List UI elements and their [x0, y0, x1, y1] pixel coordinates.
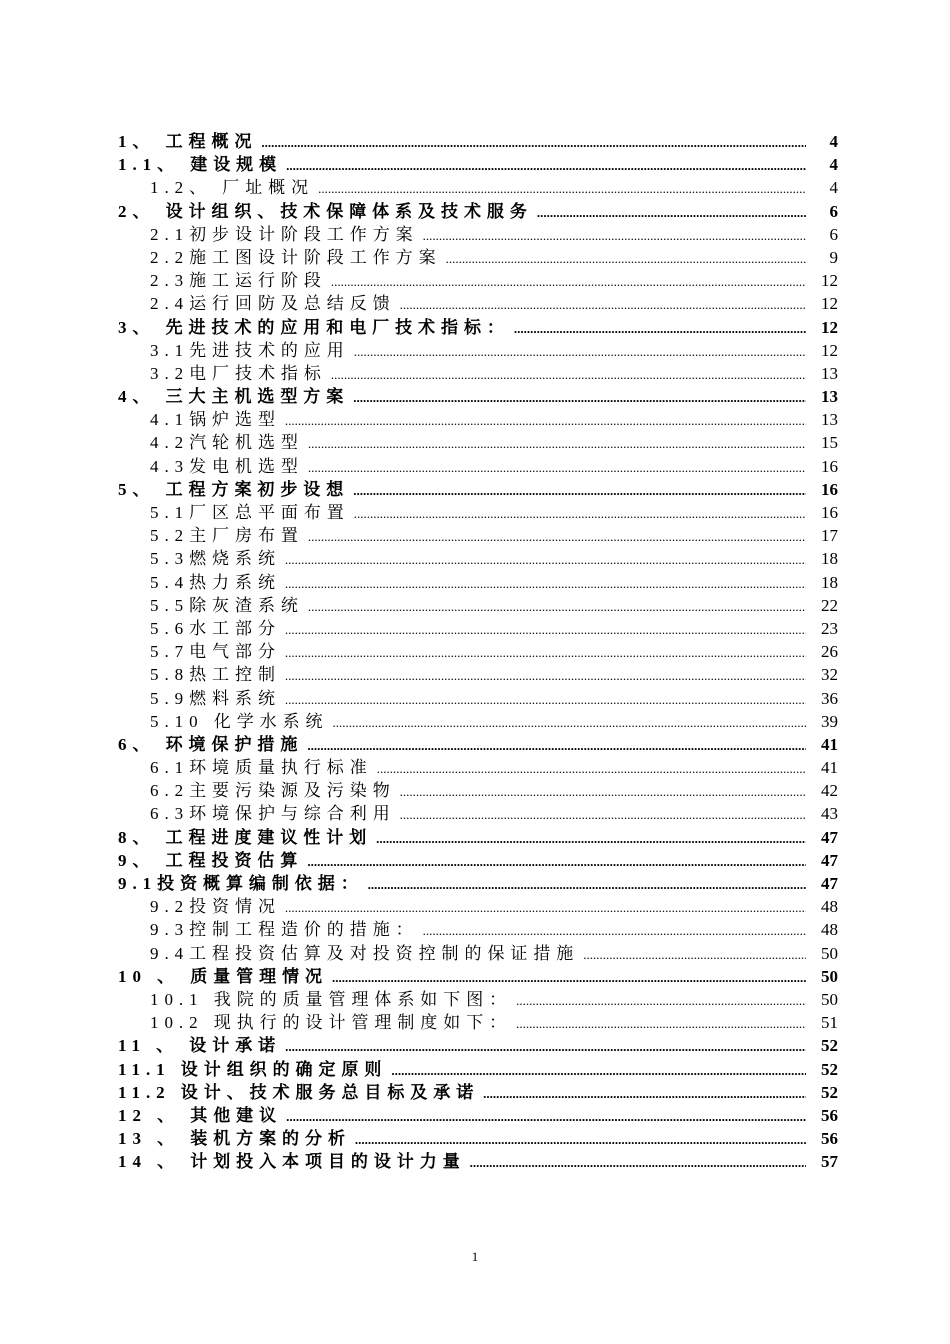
toc-entry-label: 5.10 化学水系统: [150, 711, 329, 731]
toc-entry-page: 39: [821, 711, 838, 731]
toc-entry-page: 57: [821, 1152, 838, 1172]
toc-leader-dots: [537, 202, 806, 222]
toc-entry-label: 2.2施工图设计阶段工作方案: [150, 247, 442, 267]
toc-entry-page: 17: [821, 526, 838, 546]
toc-entry[interactable]: [118, 428, 838, 451]
toc-entry-label: 5.2主厂房布置: [150, 526, 304, 546]
toc-entry[interactable]: [118, 220, 838, 243]
toc-entry-label: 9.4工程投资估算及对投资控制的保证措施: [150, 943, 580, 963]
toc-entry-label: 5.8热工控制: [150, 665, 281, 685]
toc-entry[interactable]: [118, 1055, 838, 1078]
toc-entry[interactable]: [118, 591, 838, 614]
toc-leader-dots: [308, 457, 806, 477]
toc-entry-label: 8、 工程进度建议性计划: [118, 827, 373, 847]
toc-leader-dots: [307, 735, 806, 755]
toc-entry[interactable]: [118, 962, 838, 985]
toc-entry[interactable]: [118, 289, 838, 312]
toc-entry-page: 13: [821, 387, 838, 407]
toc-entry-page: 26: [821, 642, 838, 662]
toc-entry-page: 16: [821, 503, 838, 522]
toc-entry-label: 5.7电气部分: [150, 642, 281, 662]
toc-entry[interactable]: [118, 753, 838, 776]
toc-entry-page: 18: [821, 549, 838, 569]
toc-entry[interactable]: [118, 127, 838, 150]
toc-entry-label: 9.2投资情况: [150, 897, 281, 917]
toc-leader-dots: [423, 920, 806, 940]
toc-entry[interactable]: [118, 150, 838, 173]
toc-entry-page: 47: [821, 874, 838, 893]
toc-entry[interactable]: [118, 939, 838, 962]
toc-leader-dots: [285, 665, 806, 685]
toc-leader-dots: [332, 967, 806, 987]
toc-leader-dots: [285, 897, 806, 917]
toc-entry-label: 5.4热力系统: [150, 572, 281, 592]
toc-entry-page: 12: [821, 271, 838, 291]
toc-leader-dots: [446, 248, 806, 268]
toc-entry[interactable]: [118, 637, 838, 660]
toc-entry-page: 50: [821, 966, 838, 986]
toc-entry-label: 5.3燃烧系统: [150, 549, 281, 569]
toc-leader-dots: [516, 990, 806, 1010]
toc-entry-page: 6: [829, 201, 838, 221]
toc-entry[interactable]: [118, 1147, 838, 1170]
page-number: 1: [471, 1249, 479, 1264]
toc-entry-page: 36: [821, 688, 838, 708]
toc-entry[interactable]: [118, 313, 838, 336]
toc-entry-page: 16: [821, 479, 838, 499]
toc-entry-page: 12: [821, 294, 838, 314]
toc-entry-label: 12 、 其他建议: [118, 1105, 283, 1125]
toc-entry-page: 47: [821, 827, 838, 847]
toc-entry-page: 4: [829, 132, 838, 151]
toc-entry-label: 6、 环境保护措施: [118, 734, 304, 754]
toc-entry[interactable]: [118, 614, 838, 637]
toc-entry-label: 1、 工程概况: [118, 132, 258, 151]
toc-entry-page: 13: [821, 410, 838, 430]
toc-entry-label: 11.1 设计组织的确定原则: [118, 1059, 388, 1079]
toc-entry-label: 1.1、 建设规模: [118, 155, 283, 175]
toc-entry-page: 47: [821, 850, 838, 870]
toc-leader-dots: [285, 1036, 806, 1056]
toc-entry-label: 1.2、 厂址概况: [150, 178, 315, 198]
toc-entry-page: 22: [821, 595, 838, 615]
toc-leader-dots: [285, 410, 806, 430]
toc-entry-label: 4.3发电机选型: [150, 456, 304, 476]
toc-entry-page: 18: [821, 572, 838, 592]
toc-entry-page: 50: [821, 943, 838, 963]
toc-entry[interactable]: [118, 869, 838, 892]
toc-entry-label: 13 、 装机方案的分析: [118, 1129, 351, 1149]
toc-entry-label: 5.1厂区总平面布置: [150, 503, 350, 522]
toc-leader-dots: [285, 642, 806, 662]
toc-leader-dots: [318, 178, 806, 198]
toc-entry[interactable]: [118, 915, 838, 938]
toc-entry-page: 13: [821, 363, 838, 383]
toc-leader-dots: [514, 318, 806, 338]
toc-entry[interactable]: [118, 684, 838, 707]
toc-entry-label: 4.2汽轮机选型: [150, 433, 304, 453]
toc-leader-dots: [307, 851, 806, 871]
toc-entry-page: 56: [821, 1105, 838, 1125]
toc-entry[interactable]: [118, 1124, 838, 1147]
toc-entry-label: 2.4运行回防及总结反馈: [150, 294, 396, 314]
toc-entry-label: 5.9燃料系统: [150, 688, 281, 708]
toc-leader-dots: [354, 341, 806, 361]
toc-leader-dots: [353, 480, 806, 500]
toc-entry[interactable]: [118, 498, 838, 521]
toc-leader-dots: [368, 874, 806, 894]
toc-entry-label: 3.1先进技术的应用: [150, 340, 350, 360]
toc-entry[interactable]: [118, 382, 838, 405]
toc-leader-dots: [308, 433, 806, 453]
toc-leader-dots: [331, 364, 806, 384]
toc-leader-dots: [286, 155, 806, 175]
toc-entry-label: 10.2 现执行的设计管理制度如下：: [150, 1013, 513, 1033]
toc-entry-page: 12: [821, 340, 838, 360]
toc-entry[interactable]: [118, 243, 838, 266]
toc-leader-dots: [400, 781, 806, 801]
toc-entry-label: 10.1 我院的质量管理体系如下图：: [150, 989, 513, 1009]
toc-leader-dots: [308, 526, 806, 546]
toc-entry-label: 4.1锅炉选型: [150, 410, 281, 430]
toc-leader-dots: [261, 132, 806, 152]
toc-leader-dots: [353, 387, 806, 407]
toc-leader-dots: [400, 804, 806, 824]
toc-leader-dots: [400, 294, 806, 314]
toc-entry-page: 48: [821, 920, 838, 940]
toc-leader-dots: [333, 712, 807, 732]
toc-entry[interactable]: [118, 892, 838, 915]
toc-entry-label: 6.2主要污染源及污染物: [150, 781, 396, 801]
toc-entry-page: 52: [821, 1059, 838, 1079]
toc-entry[interactable]: [118, 266, 838, 289]
toc-leader-dots: [285, 573, 806, 593]
toc-entry-page: 51: [821, 1013, 838, 1033]
table-of-contents: [118, 127, 838, 1170]
toc-entry-page: 41: [821, 734, 838, 754]
toc-entry[interactable]: [118, 707, 838, 730]
toc-entry-page: 42: [821, 781, 838, 801]
toc-entry-label: 2.3施工运行阶段: [150, 271, 327, 291]
toc-leader-dots: [470, 1152, 806, 1172]
toc-entry[interactable]: [118, 660, 838, 683]
toc-entry[interactable]: [118, 1101, 838, 1124]
toc-entry[interactable]: [118, 336, 838, 359]
toc-leader-dots: [286, 1106, 806, 1126]
toc-leader-dots: [377, 758, 806, 778]
toc-entry-page: 9: [829, 247, 838, 267]
toc-entry-label: 6.1环境质量执行标准: [150, 758, 373, 778]
toc-entry-page: 48: [821, 897, 838, 917]
toc-entry[interactable]: [118, 405, 838, 428]
toc-entry-label: 2、 设计组织、技术保障体系及技术服务: [118, 201, 533, 221]
toc-leader-dots: [423, 225, 806, 245]
toc-entry-label: 4、 三大主机选型方案: [118, 387, 350, 407]
toc-leader-dots: [355, 1129, 806, 1149]
toc-entry[interactable]: [118, 799, 838, 822]
toc-entry[interactable]: [118, 475, 838, 498]
toc-leader-dots: [354, 503, 806, 523]
toc-entry-page: 43: [821, 804, 838, 824]
toc-entry-page: 12: [821, 317, 838, 337]
toc-entry-label: 5.6水工部分: [150, 618, 281, 638]
toc-entry-label: 10 、 质量管理情况: [118, 966, 328, 986]
toc-entry-page: 50: [821, 989, 838, 1009]
toc-leader-dots: [308, 596, 806, 616]
toc-entry[interactable]: [118, 359, 838, 382]
toc-entry-label: 3、 先进技术的应用和电厂技术指标：: [118, 317, 510, 337]
toc-leader-dots: [376, 828, 806, 848]
toc-entry[interactable]: [118, 730, 838, 753]
toc-leader-dots: [285, 549, 806, 569]
toc-leader-dots: [583, 944, 806, 964]
toc-entry-label: 9.3控制工程造价的措施：: [150, 920, 419, 940]
toc-entry-label: 2.1初步设计阶段工作方案: [150, 224, 419, 244]
toc-entry-label: 5.5除灰渣系统: [150, 595, 304, 615]
toc-entry-label: 11 、 设计承诺: [118, 1036, 282, 1056]
toc-entry[interactable]: [118, 568, 838, 591]
toc-leader-dots: [331, 271, 806, 291]
toc-leader-dots: [483, 1083, 806, 1103]
toc-entry[interactable]: [118, 521, 838, 544]
toc-entry[interactable]: [118, 544, 838, 567]
toc-entry[interactable]: [118, 776, 838, 799]
toc-entry[interactable]: [118, 1008, 838, 1031]
toc-entry-page: 32: [821, 665, 838, 685]
toc-leader-dots: [391, 1060, 806, 1080]
toc-entry-page: 15: [821, 433, 838, 453]
toc-entry[interactable]: [118, 985, 838, 1008]
toc-entry-page: 4: [829, 155, 838, 175]
toc-entry-label: 6.3环境保护与综合利用: [150, 804, 396, 824]
toc-leader-dots: [285, 619, 806, 639]
toc-entry-label: 14 、 计划投入本项目的设计力量: [118, 1152, 466, 1172]
toc-entry-label: 11.2 设计、技术服务总目标及承诺: [118, 1082, 480, 1102]
toc-entry-page: 6: [829, 224, 838, 244]
toc-entry[interactable]: [118, 1031, 838, 1054]
toc-entry-page: 52: [821, 1036, 838, 1056]
toc-entry-page: 23: [821, 618, 838, 638]
toc-entry[interactable]: [118, 1078, 838, 1101]
toc-entry-page: 52: [821, 1082, 838, 1102]
toc-entry[interactable]: [118, 452, 838, 475]
toc-entry-label: 9、 工程投资估算: [118, 850, 304, 870]
toc-entry-page: 56: [821, 1129, 838, 1149]
toc-leader-dots: [285, 689, 806, 709]
toc-entry-page: 16: [821, 456, 838, 476]
toc-entry-page: 4: [829, 178, 838, 198]
toc-entry[interactable]: [118, 173, 838, 196]
toc-entry-label: 5、 工程方案初步设想: [118, 479, 350, 499]
toc-entry-label: 3.2电厂技术指标: [150, 363, 327, 383]
toc-leader-dots: [516, 1013, 806, 1033]
toc-entry-label: 9.1投资概算编制依据：: [118, 874, 364, 893]
toc-entry-page: 41: [821, 758, 838, 778]
toc-entry[interactable]: [118, 823, 838, 846]
toc-entry[interactable]: [118, 197, 838, 220]
toc-entry[interactable]: [118, 846, 838, 869]
